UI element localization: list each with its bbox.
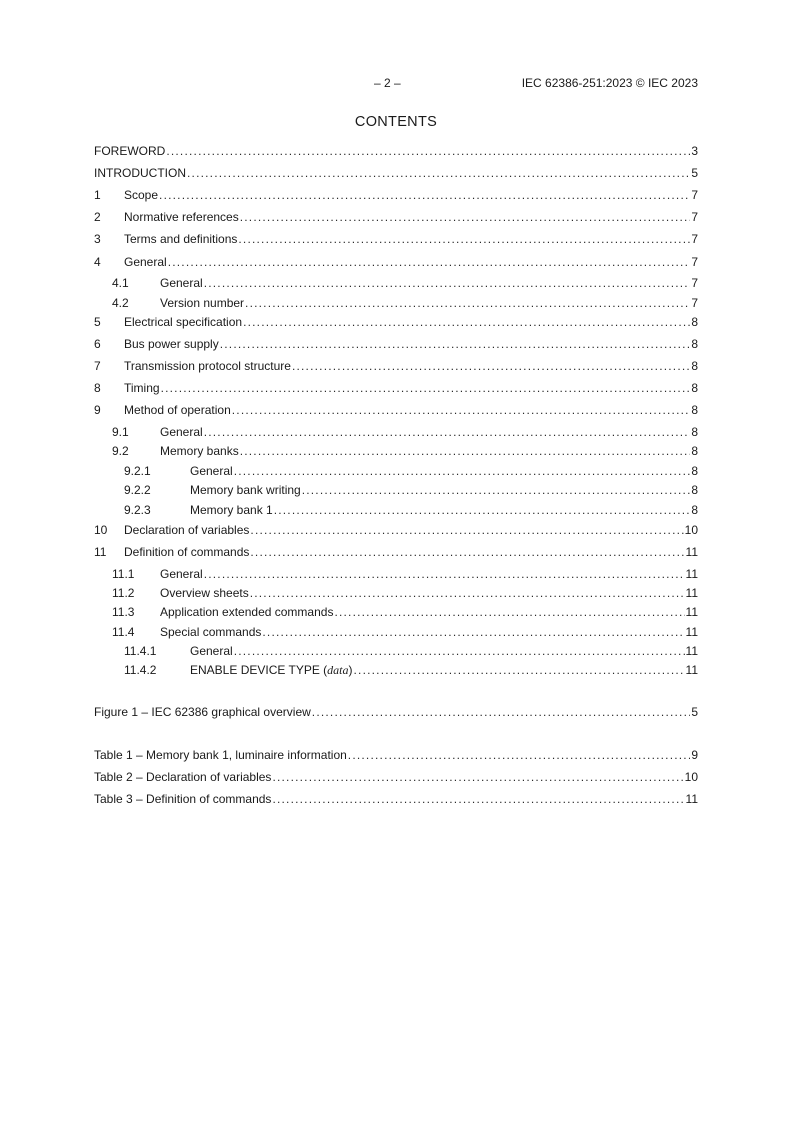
toc-entry-label: General (190, 464, 233, 478)
toc-entry[interactable] (94, 644, 698, 660)
toc-entry-number: 9.1 (112, 425, 129, 439)
dot-leader (272, 770, 683, 784)
toc-entry[interactable] (94, 296, 698, 312)
toc-entry-label: Bus power supply (124, 337, 219, 351)
toc-entry-number: 4 (94, 255, 101, 269)
dot-leader (272, 792, 684, 806)
toc-entry-page: 8 (691, 359, 698, 373)
toc-entry-page: 8 (691, 444, 698, 458)
toc-entry[interactable] (94, 166, 698, 182)
dot-leader (250, 586, 685, 600)
toc-entry-number: 4.1 (112, 276, 129, 290)
table-list-entry[interactable] (94, 770, 698, 786)
toc-entry[interactable] (94, 523, 698, 539)
toc-entry-number: 9.2.2 (124, 483, 151, 497)
toc-entry-label: General (160, 276, 203, 290)
toc-entry-number: 9.2 (112, 444, 129, 458)
toc-entry-page: 11 (685, 625, 698, 639)
dot-leader (187, 166, 690, 180)
toc-entry-page: 8 (691, 381, 698, 395)
dot-leader (240, 210, 691, 224)
toc-entry-page: 8 (691, 315, 698, 329)
toc-entry-page: 8 (691, 337, 698, 351)
toc-entry[interactable] (94, 663, 698, 679)
page-number: – 2 – (374, 76, 401, 90)
toc-entry-label: General (124, 255, 167, 269)
toc-entry-label: Overview sheets (160, 586, 249, 600)
toc-entry-page: 8 (691, 464, 698, 478)
dot-leader (234, 644, 685, 658)
toc-entry-label: Special commands (160, 625, 262, 639)
dot-leader (302, 483, 691, 497)
table-list-entry[interactable] (94, 792, 698, 808)
toc-entry-label: Memory banks (160, 444, 239, 458)
toc-entry-label: FOREWORD (94, 144, 166, 158)
toc-entry[interactable] (94, 567, 698, 583)
toc-entry[interactable] (94, 403, 698, 419)
toc-entry-label: Declaration of variables (124, 523, 250, 537)
dot-leader (240, 444, 691, 458)
dot-leader (245, 296, 690, 310)
toc-entry-page: 8 (691, 483, 698, 497)
toc-entry[interactable] (94, 425, 698, 441)
toc-entry-number: 1 (94, 188, 101, 202)
toc-entry-label: Version number (160, 296, 245, 310)
dot-leader (232, 403, 691, 417)
dot-leader (250, 523, 683, 537)
toc-entry-page: 11 (685, 567, 698, 581)
table-entry-page: 9 (691, 748, 698, 762)
toc-entry-number: 5 (94, 315, 101, 329)
toc-entry-number: 4.2 (112, 296, 129, 310)
toc-entry[interactable] (94, 625, 698, 641)
dot-leader (166, 144, 690, 158)
toc-entry-label-end: ) (348, 663, 353, 677)
dot-leader (168, 255, 691, 269)
toc-entry-page: 7 (691, 210, 698, 224)
dot-leader (220, 337, 691, 351)
toc-entry-page: 8 (691, 503, 698, 517)
toc-entry-page: 8 (691, 425, 698, 439)
toc-entry-label-italic: data (327, 663, 349, 677)
figure-list-entry[interactable] (94, 705, 698, 721)
page-header (94, 76, 698, 94)
dot-leader (348, 748, 691, 762)
toc-entry-page: 11 (685, 605, 698, 619)
document-reference: IEC 62386-251:2023 © IEC 2023 (521, 76, 698, 90)
dot-leader (274, 503, 691, 517)
toc-entry-number: 7 (94, 359, 101, 373)
toc-entry-number: 11.3 (112, 605, 135, 619)
toc-entry-number: 11.4.2 (124, 663, 157, 677)
dot-leader (334, 605, 684, 619)
toc-entry[interactable] (94, 483, 698, 499)
table-entry-page: 10 (684, 770, 698, 784)
dot-leader (161, 381, 691, 395)
dot-leader (204, 425, 691, 439)
toc-entry-page: 5 (691, 166, 698, 180)
dot-leader (243, 315, 690, 329)
figure-entry-page: 5 (691, 705, 698, 719)
toc-entry-label: General (160, 425, 203, 439)
toc-entry-number: 11.1 (112, 567, 135, 581)
toc-entry[interactable] (94, 337, 698, 353)
toc-entry-label: Memory bank writing (190, 483, 301, 497)
table-entry-label: Table 1 – Memory bank 1, luminaire information (94, 748, 347, 762)
table-entry-page: 11 (685, 792, 698, 806)
toc-entry-label: Timing (124, 381, 160, 395)
dot-leader (234, 464, 691, 478)
toc-entry-page: 7 (691, 255, 698, 269)
toc-entry-label (190, 663, 353, 678)
dot-leader (204, 276, 691, 290)
table-list-entry[interactable] (94, 748, 698, 764)
toc-entry-label: Memory bank 1 (190, 503, 273, 517)
toc-entry[interactable] (94, 444, 698, 460)
toc-entry-label: Transmission protocol structure (124, 359, 291, 373)
toc-entry-page: 3 (691, 144, 698, 158)
toc-entry-label: Method of operation (124, 403, 231, 417)
toc-entry-page: 11 (685, 545, 698, 559)
toc-entry-label: Electrical specification (124, 315, 243, 329)
toc-entry-label: Definition of commands (124, 545, 250, 559)
toc-entry-label: Terms and definitions (124, 232, 238, 246)
toc-entry-page: 8 (691, 403, 698, 417)
toc-entry[interactable] (94, 464, 698, 480)
toc-entry-label: General (160, 567, 203, 581)
dot-leader (354, 663, 685, 677)
toc-entry-number: 2 (94, 210, 101, 224)
toc-entry-page: 11 (685, 586, 698, 600)
toc-entry[interactable] (94, 210, 698, 226)
toc-entry[interactable] (94, 188, 698, 204)
toc-entry-page: 7 (691, 276, 698, 290)
dot-leader (250, 545, 684, 559)
dot-leader (312, 705, 691, 719)
toc-entry[interactable] (94, 276, 698, 292)
toc-entry-page: 7 (691, 232, 698, 246)
toc-entry-number: 6 (94, 337, 101, 351)
toc-entry-label: Normative references (124, 210, 239, 224)
toc-entry-page: 11 (685, 663, 698, 677)
toc-entry-number: 9.2.1 (124, 464, 151, 478)
dot-leader (238, 232, 690, 246)
table-entry-label: Table 3 – Definition of commands (94, 792, 272, 806)
toc-entry-page: 11 (685, 644, 698, 658)
toc-entry[interactable] (94, 232, 698, 248)
toc-entry-label: INTRODUCTION (94, 166, 186, 180)
toc-entry[interactable] (94, 605, 698, 621)
toc-entry-number: 11.2 (112, 586, 135, 600)
toc-entry[interactable] (94, 586, 698, 602)
dot-leader (159, 188, 690, 202)
toc-entry-number: 11 (94, 545, 107, 559)
toc-entry[interactable] (94, 503, 698, 519)
table-entry-label: Table 2 – Declaration of variables (94, 770, 272, 784)
toc-entry-page: 7 (691, 296, 698, 310)
toc-entry-number: 9 (94, 403, 101, 417)
toc-entry-label: Application extended commands (160, 605, 334, 619)
toc-entry-label-text: ENABLE DEVICE TYPE ( (190, 663, 328, 677)
toc-entry-page: 7 (691, 188, 698, 202)
dot-leader (262, 625, 684, 639)
toc-entry-number: 11.4.1 (124, 644, 157, 658)
dot-leader (204, 567, 685, 581)
toc-entry[interactable] (94, 315, 698, 331)
figure-entry-label: Figure 1 – IEC 62386 graphical overview (94, 705, 311, 719)
toc-entry[interactable] (94, 359, 698, 375)
toc-entry[interactable] (94, 255, 698, 271)
toc-entry-page: 10 (684, 523, 698, 537)
toc-entry-number: 8 (94, 381, 101, 395)
toc-entry-number: 9.2.3 (124, 503, 151, 517)
dot-leader (292, 359, 690, 373)
toc-entry-label: General (190, 644, 233, 658)
toc-entry[interactable] (94, 144, 698, 160)
toc-entry-number: 3 (94, 232, 101, 246)
toc-entry-number: 11.4 (112, 625, 135, 639)
contents-title: CONTENTS (354, 114, 438, 130)
toc-entry[interactable] (94, 381, 698, 397)
toc-entry-label: Scope (124, 188, 159, 202)
toc-entry[interactable] (94, 545, 698, 561)
toc-entry-number: 10 (94, 523, 108, 537)
